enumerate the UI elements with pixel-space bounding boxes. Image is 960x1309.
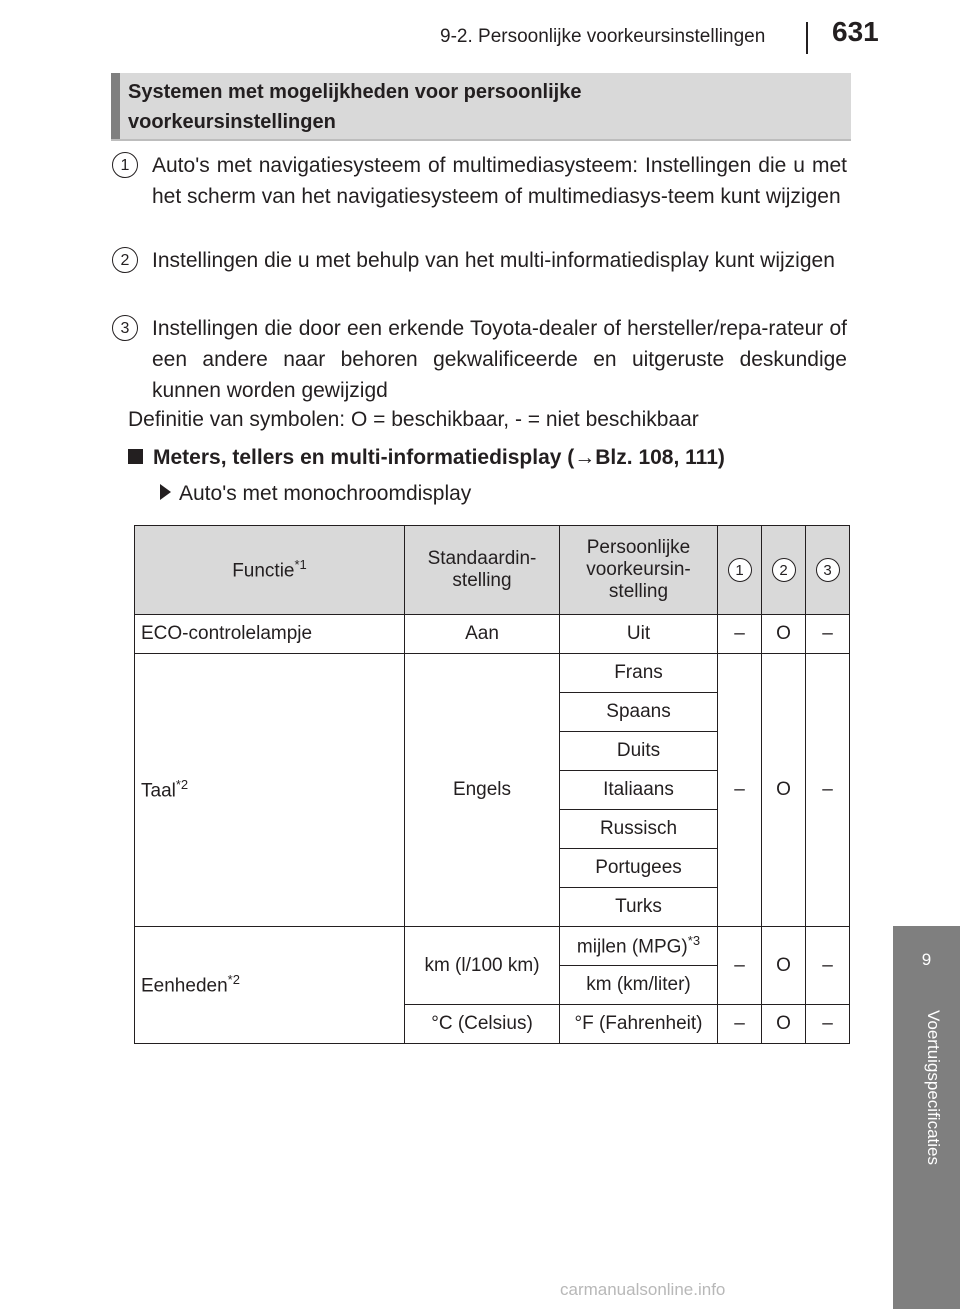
cell-v3: – xyxy=(806,1005,850,1044)
circled-number-3: 3 xyxy=(816,558,840,582)
watermark: carmanualsonline.info xyxy=(560,1280,726,1299)
cell-v2: O xyxy=(762,615,806,654)
circled-number-2: 2 xyxy=(772,558,796,582)
header-functie: Functie$^{*1}$ xyxy=(135,526,405,615)
chapter-number: 9 xyxy=(921,950,932,969)
number-badge-3: 3 xyxy=(112,315,138,341)
header-col-2 xyxy=(762,526,806,615)
cell-v1: – xyxy=(718,615,762,654)
header-divider xyxy=(806,22,808,54)
cell-default: Aan xyxy=(405,615,560,654)
cell-v1: – xyxy=(718,1005,762,1044)
chapter-tab xyxy=(893,926,960,1001)
cell-v3: – xyxy=(806,654,850,927)
cell-option: Italiaans xyxy=(560,771,718,810)
cell-default: km (l/100 km) xyxy=(405,927,560,1005)
cell-option: mijlen (MPG)$^{*3}$ xyxy=(560,927,718,966)
page-header xyxy=(0,14,960,64)
cell-v3: – xyxy=(806,927,850,1005)
subsection-heading xyxy=(128,446,725,470)
header-col-3 xyxy=(806,526,850,615)
table-header-row xyxy=(135,526,850,615)
cell-v1: – xyxy=(718,927,762,1005)
header-persoonlijk: Persoonlijke voorkeursin- stelling xyxy=(560,526,718,615)
circled-number-1: 1 xyxy=(728,558,752,582)
cell-option: Russisch xyxy=(560,810,718,849)
cell-function: Taal$^{*2}$ xyxy=(135,654,405,927)
cell-option: Portugees xyxy=(560,849,718,888)
header-standaard: Standaardin- stelling xyxy=(405,526,560,615)
cell-option: Spaans xyxy=(560,693,718,732)
cell-function: Eenheden$^{*2}$ xyxy=(135,927,405,1044)
cell-v2: O xyxy=(762,927,806,1005)
number-badge-1: 1 xyxy=(112,152,138,178)
cell-option: km (km/liter) xyxy=(560,966,718,1005)
cell-option: Frans xyxy=(560,654,718,693)
header-section-title: 9-2. Persoonlijke voorkeursinstellingen xyxy=(440,26,766,47)
cell-default: Engels xyxy=(405,654,560,927)
cell-option: Uit xyxy=(560,615,718,654)
sub-item xyxy=(160,482,471,506)
subsection-title: Meters, tellers en multi-informatiedisplay (→Blz. 108, 111) xyxy=(153,446,725,469)
page-number: 631 xyxy=(832,16,879,47)
header-col-1 xyxy=(718,526,762,615)
list-item-text: Instellingen die u met behulp van het multi-informatiedisplay kunt wijzigen xyxy=(152,249,835,272)
cell-default: °C (Celsius) xyxy=(405,1005,560,1044)
list-item-text: Instellingen die door een erkende Toyota-dealer of hersteller/repa-rateur of een andere naar behoren gekwalificeerde en uitgeruste deskundige kunnen worden gewijzigd xyxy=(152,317,847,402)
cell-option: Turks xyxy=(560,888,718,927)
cell-v2: O xyxy=(762,1005,806,1044)
section-title: Systemen met mogelijkheden voor persoonlijke voorkeursinstellingen xyxy=(128,81,582,133)
cell-v1: – xyxy=(718,654,762,927)
square-bullet-icon xyxy=(128,449,143,464)
table-row xyxy=(135,654,850,693)
cell-option: °F (Fahrenheit) xyxy=(560,1005,718,1044)
section-underline xyxy=(111,139,851,141)
cell-v3: – xyxy=(806,615,850,654)
settings-table xyxy=(134,525,850,1044)
chapter-label: Voertuigspecificaties xyxy=(924,1010,943,1165)
cell-option: Duits xyxy=(560,732,718,771)
number-badge-2: 2 xyxy=(112,247,138,273)
table-row xyxy=(135,927,850,966)
table-row xyxy=(135,615,850,654)
section-heading-box xyxy=(111,73,851,139)
list-item-text: Auto's met navigatiesysteem of multimediasysteem: Instellingen die u met het scherm van het navigatiesysteem of multimediasys-teem kunt wijzigen xyxy=(152,154,847,208)
triangle-bullet-icon xyxy=(160,484,171,500)
symbol-definition: Definitie van symbolen: O = beschikbaar, - = niet beschikbaar xyxy=(128,408,699,431)
sub-item-label: Auto's met monochroomdisplay xyxy=(179,482,472,505)
cell-v2: O xyxy=(762,654,806,927)
cell-function: ECO-controlelampje xyxy=(135,615,405,654)
